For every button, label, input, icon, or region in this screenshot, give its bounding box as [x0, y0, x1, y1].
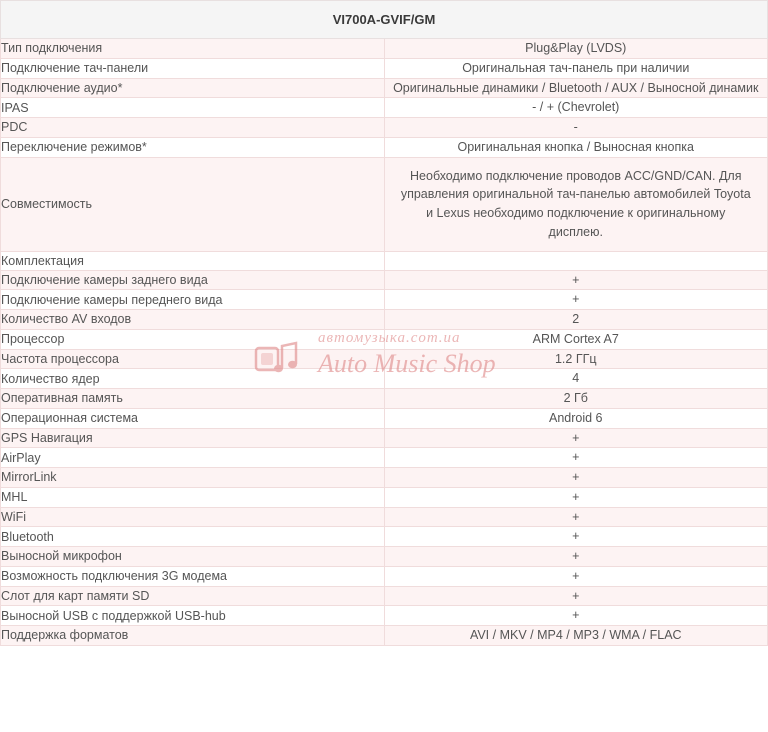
table-row	[1, 251, 768, 270]
spec-label: AirPlay	[1, 448, 385, 468]
spec-label: IPAS	[1, 98, 385, 118]
spec-value: 4	[384, 369, 768, 389]
table-body	[1, 1, 768, 646]
table-row	[1, 428, 768, 448]
spec-value: +	[384, 487, 768, 507]
spec-label: Подключение камеры заднего вида	[1, 270, 385, 290]
watermark-site: автомузыка.com.ua	[318, 330, 461, 346]
spec-value: 2 Гб	[384, 389, 768, 409]
table-row	[1, 586, 768, 606]
table-row	[1, 349, 768, 369]
spec-value: - / + (Chevrolet)	[384, 98, 768, 118]
table-row	[1, 389, 768, 409]
table-row	[1, 118, 768, 138]
spec-value: ARM Cortex A7	[384, 329, 768, 349]
table-row	[1, 408, 768, 428]
spec-value: +	[384, 606, 768, 626]
table-row	[1, 606, 768, 626]
spec-label: Процессор	[1, 329, 385, 349]
spec-label: GPS Навигация	[1, 428, 385, 448]
spec-value: +	[384, 448, 768, 468]
table-title: VI700A-GVIF/GM	[1, 1, 768, 39]
spec-value: +	[384, 428, 768, 448]
spec-value: +	[384, 566, 768, 586]
table-row	[1, 527, 768, 547]
spec-label: Bluetooth	[1, 527, 385, 547]
spec-label: Количество ядер	[1, 369, 385, 389]
spec-value: +	[384, 468, 768, 488]
spec-label: WiFi	[1, 507, 385, 527]
spec-label: Частота процессора	[1, 349, 385, 369]
spec-value: -	[384, 118, 768, 138]
spec-label: Возможность подключения 3G модема	[1, 566, 385, 586]
table-row	[1, 547, 768, 567]
spec-label: Подключение тач-панели	[1, 58, 385, 78]
table-row	[1, 369, 768, 389]
spec-value: Необходимо подключение проводов ACC/GND/CAN. Для управления оригинальной тач-панелью автомобилей Toyota и Lexus необходимо подключение к оригинальному дисплею.	[384, 157, 768, 251]
table-row	[1, 626, 768, 646]
spec-value: +	[384, 270, 768, 290]
table-row	[1, 78, 768, 98]
spec-label: MHL	[1, 487, 385, 507]
table-row	[1, 468, 768, 488]
spec-label: Подключение камеры переднего вида	[1, 290, 385, 310]
spec-value: 1.2 ГГц	[384, 349, 768, 369]
table-row	[1, 310, 768, 330]
spec-label: MirrorLink	[1, 468, 385, 488]
spec-label: Тип подключения	[1, 39, 385, 59]
spec-label: PDC	[1, 118, 385, 138]
spec-value: Оригинальная кнопка / Выносная кнопка	[384, 137, 768, 157]
spec-label: Совместимость	[1, 157, 385, 251]
spec-label: Выносной микрофон	[1, 547, 385, 567]
spec-label: Поддержка форматов	[1, 626, 385, 646]
table-row	[1, 329, 768, 349]
table-row	[1, 290, 768, 310]
table-row	[1, 58, 768, 78]
spec-label: Оперативная память	[1, 389, 385, 409]
spec-value: Plug&Play (LVDS)	[384, 39, 768, 59]
spec-label: Слот для карт памяти SD	[1, 586, 385, 606]
spec-label: Переключение режимов*	[1, 137, 385, 157]
spec-value	[384, 251, 768, 270]
table-row	[1, 566, 768, 586]
table-row	[1, 507, 768, 527]
spec-value: +	[384, 507, 768, 527]
table-row	[1, 270, 768, 290]
spec-value: +	[384, 290, 768, 310]
spec-value: 2	[384, 310, 768, 330]
table-row	[1, 157, 768, 251]
spec-label: Подключение аудио*	[1, 78, 385, 98]
spec-label: Количество AV входов	[1, 310, 385, 330]
table-row	[1, 448, 768, 468]
table-title-row	[1, 1, 768, 39]
spec-value: +	[384, 586, 768, 606]
table-row	[1, 98, 768, 118]
spec-label: Операционная система	[1, 408, 385, 428]
spec-value: Android 6	[384, 408, 768, 428]
spec-value: +	[384, 547, 768, 567]
spec-value: Оригинальные динамики / Bluetooth / AUX / Выносной динамик	[384, 78, 768, 98]
spec-value: +	[384, 527, 768, 547]
spec-value: Оригинальная тач-панель при наличии	[384, 58, 768, 78]
spec-label: Комплектация	[1, 251, 385, 270]
spec-label: Выносной USB с поддержкой USB-hub	[1, 606, 385, 626]
table-row	[1, 137, 768, 157]
watermark-name: Auto Music Shop	[318, 349, 496, 378]
spec-value: AVI / MKV / MP4 / MP3 / WMA / FLAC	[384, 626, 768, 646]
table-row	[1, 487, 768, 507]
table-row	[1, 39, 768, 59]
